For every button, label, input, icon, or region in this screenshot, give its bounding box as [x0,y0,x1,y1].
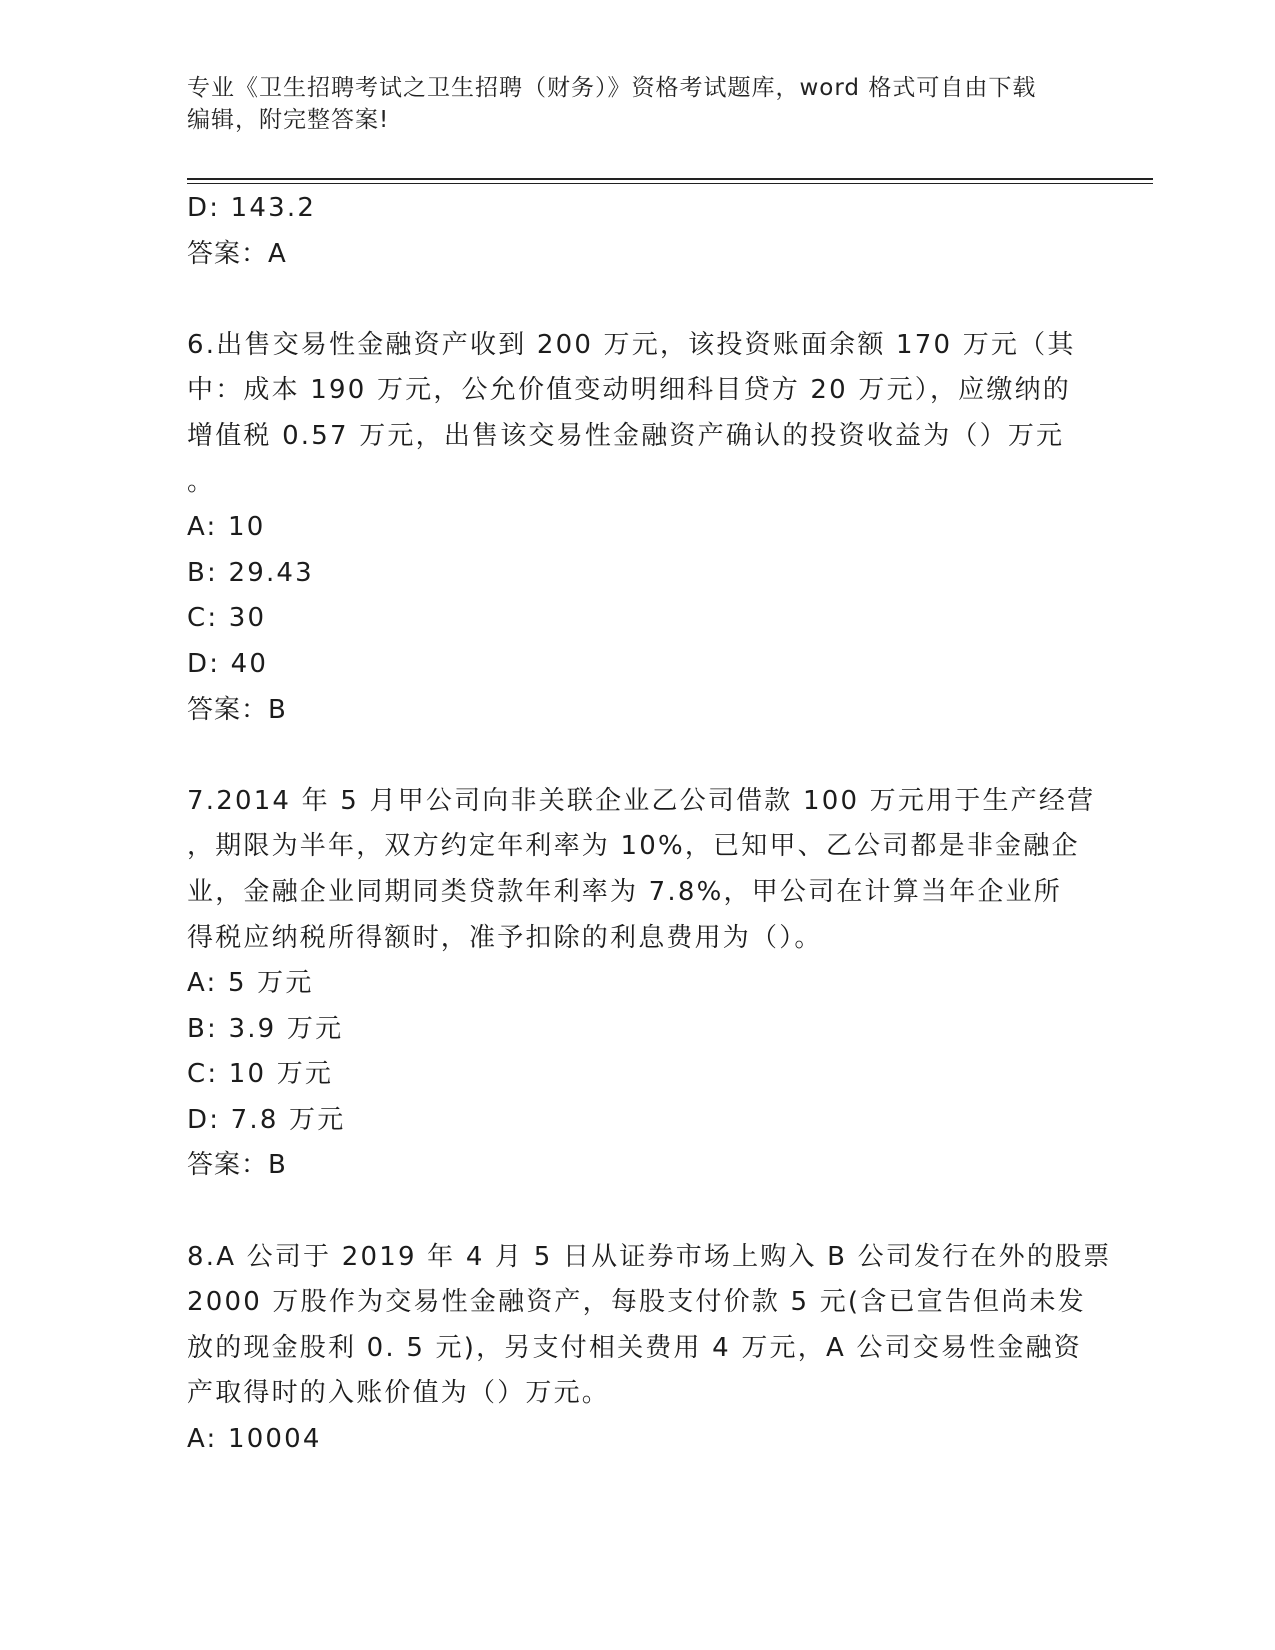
question-line: 7.2014 年 5 月甲公司向非关联企业乙公司借款 100 万元用于生产经营 [187,785,1096,816]
block-spacer [187,277,1087,323]
question-line: 得税应纳税所得额时，准予扣除的利息费用为（）。 [187,922,823,953]
answer-line: 答案：A [187,238,287,269]
question-line: 。 [187,466,216,497]
question-line: 增值税 0.57 万元，出售该交易性金融资产确认的投资收益为（）万元 [187,420,1065,451]
question-line: B: 3.9 万元 [187,1013,344,1044]
question-block [187,186,1087,277]
question-line: A: 5 万元 [187,968,314,999]
question-line: B: 29.43 [187,557,314,588]
question-line: 产取得时的入账价值为（）万元。 [187,1378,611,1409]
document-header [187,72,1067,136]
question-line: D: 7.8 万元 [187,1104,346,1135]
question-line: A: 10004 [187,1424,322,1455]
question-line: A: 10 [187,512,266,543]
question-line: 2000 万股作为交易性金融资产，每股支付价款 5 元(含已宣告但尚未发 [187,1287,1086,1318]
question-line: D: 143.2 [187,193,317,223]
question-block [187,323,1087,733]
question-line: 业，金融企业同期同类贷款年利率为 7.8%，甲公司在计算当年企业所 [187,876,1062,907]
question-line: ，期限为半年，双方约定年利率为 10%，已知甲、乙公司都是非金融企 [187,831,1080,862]
question-block [187,1235,1112,1463]
block-spacer [187,733,1087,779]
question-line: 6.出售交易性金融资产收到 200 万元，该投资账面余额 170 万元（其 [187,329,1076,360]
question-block [187,779,1096,1189]
question-line: 放的现金股利 0. 5 元)，另支付相关费用 4 万元，A 公司交易性金融资 [187,1332,1083,1363]
answer-line: 答案：B [187,694,287,725]
question-line: C: 30 [187,603,267,634]
answer-line: 答案：B [187,1150,287,1181]
header-line-1: 专业《卫生招聘考试之卫生招聘（财务）》资格考试题库，word 格式可自由下载 [187,75,1037,101]
header-divider-thin [187,183,1153,184]
question-content [187,186,1112,1463]
question-line: 8.A 公司于 2019 年 4 月 5 日从证券市场上购入 B 公司发行在外的股票 [187,1241,1112,1272]
header-line-2: 编辑，附完整答案! [187,107,390,133]
question-line: C: 10 万元 [187,1059,334,1090]
question-line: D: 40 [187,648,269,679]
question-line: 中：成本 190 万元，公允价值变动明细科目贷方 20 万元），应缴纳的 [187,375,1071,406]
header-divider [187,178,1153,180]
block-spacer [187,1189,1087,1235]
